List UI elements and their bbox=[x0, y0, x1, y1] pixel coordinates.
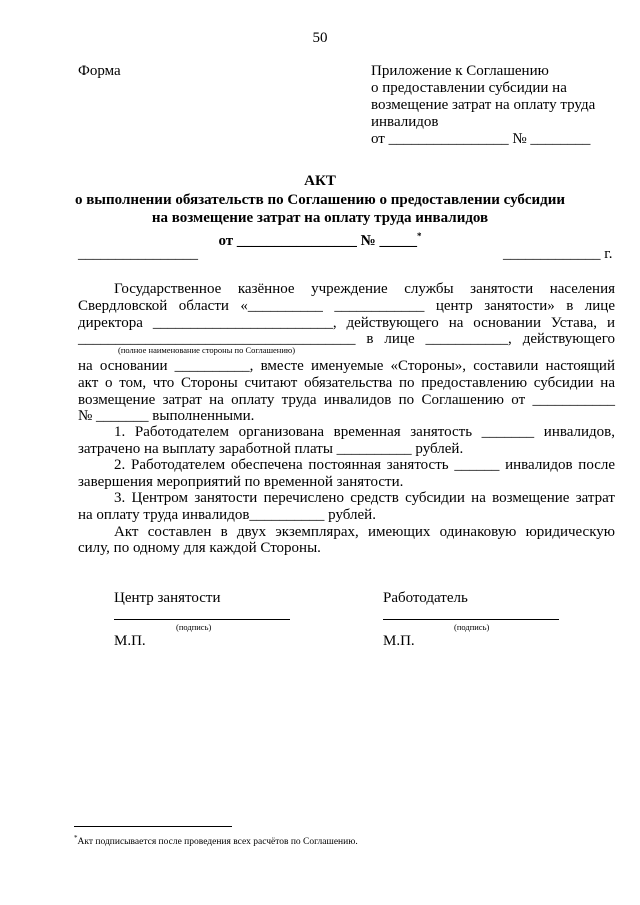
body-line: 3. Центром занятости перечислено средств субсидии на возмещение затрат bbox=[114, 490, 615, 506]
act-date-number-text: от ________________ № _____ bbox=[218, 233, 417, 249]
body-line: Государственное казённое учреждение службы занятости населения bbox=[114, 281, 615, 297]
footnote-separator bbox=[74, 826, 232, 827]
body-line: на оплату труда инвалидов__________ рублей. bbox=[78, 507, 376, 523]
appendix-line: от ________________ № ________ bbox=[371, 131, 591, 147]
party-name-caption: (полное наименование стороны по Соглашению) bbox=[118, 345, 296, 355]
body-line: возмещение затрат на оплату труда инвалидов по Соглашению от ___________ bbox=[78, 392, 615, 408]
body-line: акт о том, что Стороны считают обязательства по предоставлению субсидии на bbox=[78, 375, 615, 391]
appendix-line: инвалидов bbox=[371, 114, 439, 130]
place-field: ________________ bbox=[78, 246, 198, 262]
appendix-line: возмещение затрат на оплату труда bbox=[371, 97, 596, 113]
form-label: Форма bbox=[78, 63, 121, 79]
body-line: 1. Работодателем организована временная занятость _______ инвалидов, bbox=[114, 424, 615, 440]
body-line: завершения мероприятий по временной занятости. bbox=[78, 474, 404, 490]
signature-line-right bbox=[383, 619, 559, 620]
stamp-left: М.П. bbox=[114, 633, 146, 649]
stamp-right: М.П. bbox=[383, 633, 415, 649]
act-subtitle-line: о выполнении обязательств по Соглашению о предоставлении субсидии bbox=[74, 192, 566, 208]
body-line: Свердловской области «__________ ____________ центр занятости» в лице bbox=[78, 298, 615, 314]
signature-line-left bbox=[114, 619, 290, 620]
body-line: на основании __________, вместе именуемые «Стороны», составили настоящий bbox=[78, 358, 615, 374]
signature-right-title: Работодатель bbox=[383, 590, 468, 606]
body-line: _____________________________________ в лице ___________, действующего bbox=[78, 331, 615, 347]
footnote-text: Акт подписывается после проведения всех расчётов по Соглашению. bbox=[77, 837, 358, 848]
body-line: директора ________________________, действующего на основании Устава, и bbox=[78, 315, 615, 331]
signature-caption-right: (подпись) bbox=[454, 622, 490, 632]
act-subtitle-line: на возмещение затрат на оплату труда инвалидов bbox=[151, 210, 489, 226]
appendix-line: о предоставлении субсидии на bbox=[371, 80, 567, 96]
body-line: затрачено на выплату заработной платы __________ рублей. bbox=[78, 441, 464, 457]
signature-left-title: Центр занятости bbox=[114, 590, 221, 606]
appendix-line: Приложение к Соглашению bbox=[371, 63, 549, 79]
act-title: АКТ bbox=[304, 173, 336, 189]
footnote-mark: * bbox=[417, 231, 422, 241]
footnote-mark: * bbox=[74, 834, 78, 842]
body-line: силу, по одному для каждой Стороны. bbox=[78, 540, 321, 556]
body-line: 2. Работодателем обеспечена постоянная занятость ______ инвалидов после bbox=[114, 457, 615, 473]
body-line: Акт составлен в двух экземплярах, имеющих одинаковую юридическую bbox=[114, 524, 615, 540]
body-line: № _______ выполненными. bbox=[78, 408, 255, 424]
page-number: 50 bbox=[312, 30, 328, 46]
signature-caption-left: (подпись) bbox=[176, 622, 212, 632]
footnote bbox=[74, 833, 358, 848]
appendix-block bbox=[371, 63, 595, 148]
date-field: _____________ г. bbox=[503, 246, 613, 262]
